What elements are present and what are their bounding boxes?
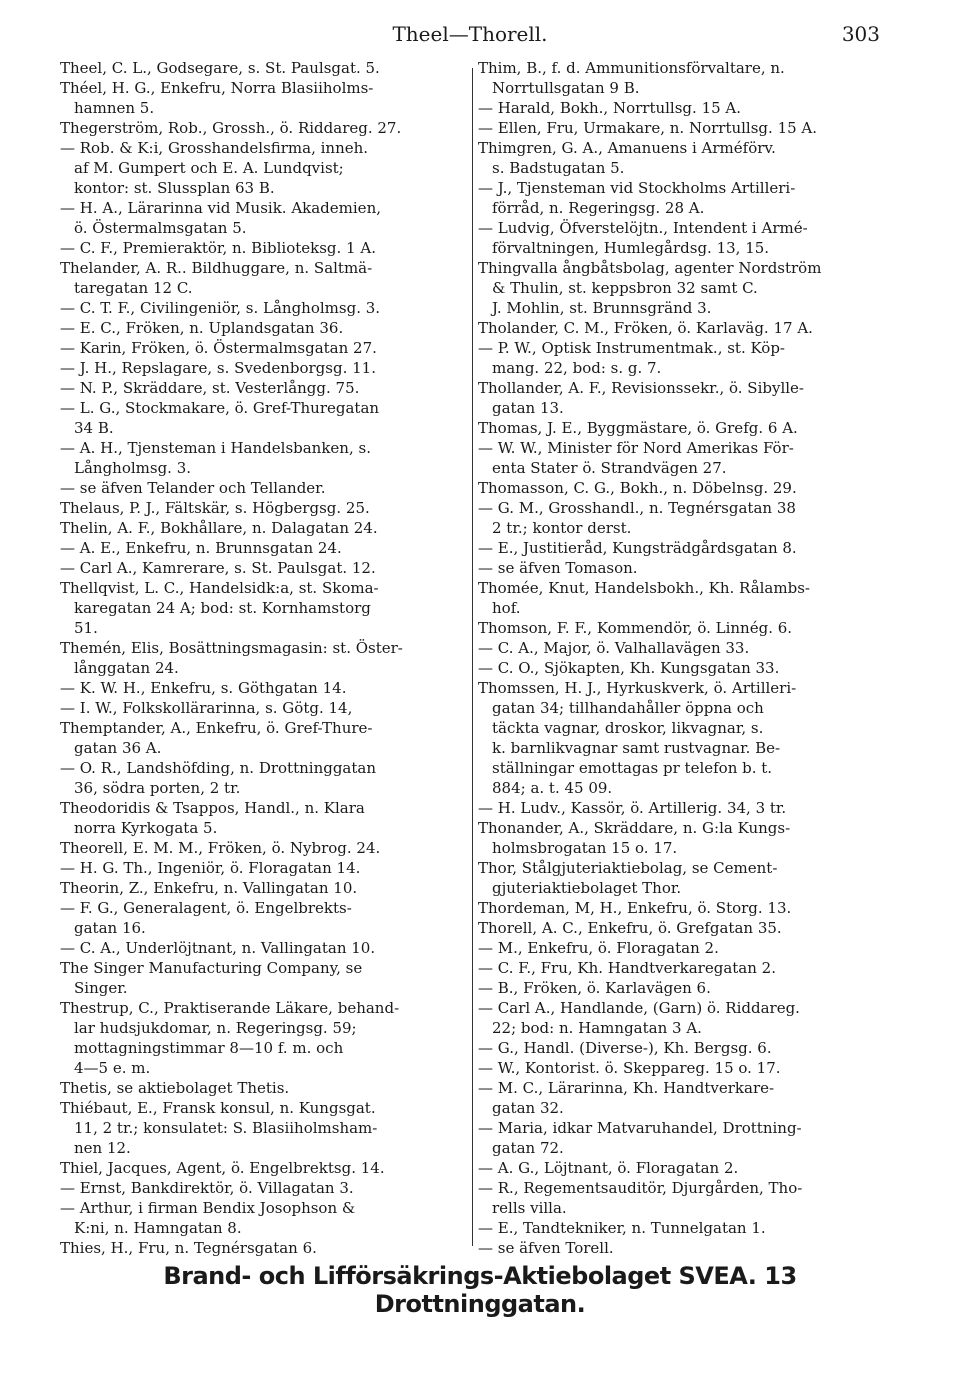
directory-line: hof. <box>492 599 521 617</box>
directory-line: Thetis, se aktiebolaget Thetis. <box>60 1079 290 1097</box>
directory-line: Thollander, A. F., Revisionssekr., ö. Sibylle- <box>478 379 804 397</box>
directory-line: — E. C., Fröken, n. Uplandsgatan 36. <box>60 319 344 337</box>
directory-line: — G., Handl. (Diverse-), Kh. Bergsg. 6. <box>478 1039 772 1057</box>
directory-line: taregatan 12 C. <box>74 279 193 297</box>
directory-line: — C. O., Sjökapten, Kh. Kungsgatan 33. <box>478 659 780 677</box>
directory-line: & Thulin, st. keppsbron 32 samt C. <box>492 279 758 297</box>
directory-line: — Ernst, Bankdirektör, ö. Villagatan 3. <box>60 1179 354 1197</box>
directory-line: Thingvalla ångbåtsbolag, agenter Nordström <box>478 259 822 277</box>
directory-line: — O. R., Landshöfding, n. Drottninggatan <box>60 759 377 777</box>
directory-line: The Singer Manufacturing Company, se <box>60 959 363 977</box>
directory-line: — C. A., Major, ö. Valhallavägen 33. <box>478 639 750 657</box>
directory-line: — H. Ludv., Kassör, ö. Artillerig. 34, 3 tr. <box>478 799 787 817</box>
directory-line: 884; a. t. 45 09. <box>492 779 613 797</box>
directory-line: Theodoridis & Tsappos, Handl., n. Klara <box>60 799 365 817</box>
directory-line: — Arthur, i firman Bendix Josophson & <box>60 1199 356 1217</box>
directory-line: ö. Östermalmsgatan 5. <box>74 219 247 237</box>
directory-line: — C. T. F., Civilingeniör, s. Långholmsg. 3. <box>60 299 381 317</box>
directory-line: — K. W. H., Enkefru, s. Göthgatan 14. <box>60 679 347 697</box>
directory-line: Thiel, Jacques, Agent, ö. Engelbrektsg. 14. <box>60 1159 385 1177</box>
directory-line: — A. H., Tjensteman i Handelsbanken, s. <box>60 439 371 457</box>
directory-line: — I. W., Folkskollärarinna, s. Götg. 14, <box>60 699 353 717</box>
directory-line: Thelander, A. R.. Bildhuggare, n. Saltmä- <box>60 259 373 277</box>
directory-line: Långholmsg. 3. <box>74 459 192 477</box>
directory-line: rells villa. <box>492 1199 567 1217</box>
running-title: Theel—Thorell. <box>392 22 548 46</box>
directory-line: — H. G. Th., Ingeniör, ö. Floragatan 14. <box>60 859 361 877</box>
directory-line: — C. F., Fru, Kh. Handtverkaregatan 2. <box>478 959 776 977</box>
directory-line: Thomasson, C. G., Bokh., n. Döbelnsg. 29. <box>478 479 797 497</box>
directory-line: 34 B. <box>74 419 114 437</box>
directory-line: Thelaus, P. J., Fältskär, s. Högbergsg. 25. <box>60 499 370 517</box>
directory-line: — A. E., Enkefru, n. Brunnsgatan 24. <box>60 539 342 557</box>
directory-line: — W., Kontorist. ö. Skeppareg. 15 o. 17. <box>478 1059 781 1077</box>
directory-line: gatan 16. <box>74 919 146 937</box>
directory-line: — Maria, idkar Matvaruhandel, Drottning- <box>478 1119 802 1137</box>
directory-line: Thellqvist, L. C., Handelsidk:a, st. Skoma- <box>60 579 379 597</box>
directory-line: gatan 72. <box>492 1139 564 1157</box>
directory-line: täckta vagnar, droskor, likvagnar, s. <box>492 719 764 737</box>
directory-line: — A. G., Löjtnant, ö. Floragatan 2. <box>478 1159 739 1177</box>
directory-line: — J. H., Repslagare, s. Svedenborgsg. 11. <box>60 359 376 377</box>
directory-line: — E., Justitieråd, Kungsträdgårdsgatan 8. <box>478 539 797 557</box>
directory-line: Thonander, A., Skräddare, n. G:la Kungs- <box>478 819 791 837</box>
directory-line: Norrtullsgatan 9 B. <box>492 79 640 97</box>
directory-line: — E., Tandtekniker, n. Tunnelgatan 1. <box>478 1219 766 1237</box>
directory-line: lar hudsjukdomar, n. Regeringsg. 59; <box>74 1019 357 1037</box>
directory-line: Theorin, Z., Enkefru, n. Vallingatan 10. <box>60 879 358 897</box>
page-header <box>60 18 880 50</box>
directory-line: norra Kyrkogata 5. <box>74 819 218 837</box>
directory-line: Thelin, A. F., Bokhållare, n. Dalagatan 24. <box>60 519 378 537</box>
directory-line: — R., Regementsauditör, Djurgården, Tho- <box>478 1179 803 1197</box>
directory-line: af M. Gumpert och E. A. Lundqvist; <box>74 159 344 177</box>
directory-line: — P. W., Optisk Instrumentmak., st. Köp- <box>478 339 785 357</box>
left-column <box>60 58 472 1258</box>
directory-line: 36, södra porten, 2 tr. <box>74 779 241 797</box>
directory-line: ställningar emottagas pr telefon b. t. <box>492 759 773 777</box>
directory-line: gjuteriaktiebolaget Thor. <box>492 879 682 897</box>
directory-line: långgatan 24. <box>74 659 179 677</box>
directory-line: — se äfven Tomason. <box>478 559 638 577</box>
directory-line: 4—5 e. m. <box>74 1059 151 1077</box>
directory-line: Theel, C. L., Godsegare, s. St. Paulsgat. 5. <box>60 59 380 77</box>
directory-line: — Harald, Bokh., Norrtullsg. 15 A. <box>478 99 742 117</box>
directory-line: — M. C., Lärarinna, Kh. Handtverkare- <box>478 1079 775 1097</box>
directory-line: mang. 22, bod: s. g. 7. <box>492 359 662 377</box>
directory-line: — C. F., Premieraktör, n. Biblioteksg. 1 A. <box>60 239 376 257</box>
directory-line: — M., Enkefru, ö. Floragatan 2. <box>478 939 719 957</box>
directory-line: gatan 13. <box>492 399 564 417</box>
directory-line: — Ludvig, Öfverstelöjtn., Intendent i Armé- <box>478 219 808 237</box>
directory-line: holmsbrogatan 15 o. 17. <box>492 839 678 857</box>
directory-line: Singer. <box>74 979 128 997</box>
directory-line: Themén, Elis, Bosättningsmagasin: st. Öster- <box>60 639 403 657</box>
directory-line: Thies, H., Fru, n. Tegnérsgatan 6. <box>60 1239 317 1257</box>
directory-line: — W. W., Minister för Nord Amerikas För- <box>478 439 794 457</box>
right-column <box>478 58 890 1258</box>
directory-line: — C. A., Underlöjtnant, n. Vallingatan 10. <box>60 939 376 957</box>
directory-line: 22; bod: n. Hamngatan 3 A. <box>492 1019 702 1037</box>
directory-line: 11, 2 tr.; konsulatet: S. Blasiiholmsham- <box>74 1119 378 1137</box>
directory-line: — H. A., Lärarinna vid Musik. Akademien, <box>60 199 381 217</box>
directory-line: Thegerström, Rob., Grossh., ö. Riddareg. 27. <box>60 119 402 137</box>
directory-line: Thiébaut, E., Fransk konsul, n. Kungsgat. <box>60 1099 376 1117</box>
footer-advertisement: Brand- och Lifförsäkrings-Aktiebolaget SVEA. 13 Drottninggatan. <box>163 1262 797 1318</box>
directory-line: Thim, B., f. d. Ammunitionsförvaltare, n. <box>478 59 785 77</box>
directory-line: Thomas, J. E., Byggmästare, ö. Grefg. 6 A. <box>478 419 798 437</box>
directory-line: — Rob. & K:i, Grosshandelsfirma, inneh. <box>60 139 369 157</box>
directory-line: Theorell, E. M. M., Fröken, ö. Nybrog. 24. <box>60 839 381 857</box>
directory-line: J. Mohlin, st. Brunnsgränd 3. <box>492 299 712 317</box>
directory-line: förvaltningen, Humlegårdsg. 13, 15. <box>492 239 770 257</box>
directory-line: — J., Tjensteman vid Stockholms Artilleri- <box>478 179 796 197</box>
directory-line: s. Badstugatan 5. <box>492 159 625 177</box>
directory-line: gatan 36 A. <box>74 739 162 757</box>
directory-line: karegatan 24 A; bod: st. Kornhamstorg <box>74 599 371 617</box>
directory-line: — Ellen, Fru, Urmakare, n. Norrtullsg. 15 A. <box>478 119 818 137</box>
directory-line: — N. P., Skräddare, st. Vesterlångg. 75. <box>60 379 360 397</box>
directory-line: 51. <box>74 619 98 637</box>
directory-line: Thor, Stålgjuteriaktiebolag, se Cement- <box>478 859 778 877</box>
directory-line: K:ni, n. Hamngatan 8. <box>74 1219 242 1237</box>
directory-line: Thimgren, G. A., Amanuens i Arméförv. <box>478 139 776 157</box>
directory-columns <box>60 58 890 1258</box>
directory-line: Themptander, A., Enkefru, ö. Gref-Thure- <box>60 719 373 737</box>
directory-line: Thordeman, M, H., Enkefru, ö. Storg. 13. <box>478 899 792 917</box>
directory-line: Thomée, Knut, Handelsbokh., Kh. Rålambs- <box>478 579 810 597</box>
directory-line: gatan 32. <box>492 1099 564 1117</box>
directory-line: Thomssen, H. J., Hyrkuskverk, ö. Artilleri- <box>478 679 797 697</box>
directory-line: — se äfven Torell. <box>478 1239 614 1257</box>
directory-line: kontor: st. Slussplan 63 B. <box>74 179 275 197</box>
directory-line: — Carl A., Kamrerare, s. St. Paulsgat. 12. <box>60 559 376 577</box>
directory-line: enta Stater ö. Strandvägen 27. <box>492 459 727 477</box>
column-divider <box>472 68 473 1246</box>
page-number: 303 <box>841 22 880 46</box>
directory-line: Thorell, A. C., Enkefru, ö. Grefgatan 35. <box>478 919 782 937</box>
directory-line: förråd, n. Regeringsg. 28 A. <box>492 199 705 217</box>
directory-line: gatan 34; tillhandahåller öppna och <box>492 699 764 717</box>
directory-line: — B., Fröken, ö. Karlavägen 6. <box>478 979 711 997</box>
directory-line: — L. G., Stockmakare, ö. Gref-Thuregatan <box>60 399 380 417</box>
directory-line: Tholander, C. M., Fröken, ö. Karlaväg. 17 A. <box>478 319 813 337</box>
directory-line: hamnen 5. <box>74 99 155 117</box>
directory-line: — Karin, Fröken, ö. Östermalmsgatan 27. <box>60 339 377 357</box>
directory-line: Thomson, F. F., Kommendör, ö. Linnég. 6. <box>478 619 793 637</box>
directory-line: k. barnlikvagnar samt rustvagnar. Be- <box>492 739 781 757</box>
directory-line: — G. M., Grosshandl., n. Tegnérsgatan 38 <box>478 499 796 517</box>
directory-line: mottagningstimmar 8—10 f. m. och <box>74 1039 344 1057</box>
directory-line: — Carl A., Handlande, (Garn) ö. Riddareg. <box>478 999 800 1017</box>
directory-line: Théel, H. G., Enkefru, Norra Blasiiholms- <box>60 79 374 97</box>
directory-line: Thestrup, C., Praktiserande Läkare, behand- <box>60 999 400 1017</box>
directory-line: nen 12. <box>74 1139 131 1157</box>
directory-line: — se äfven Telander och Tellander. <box>60 479 326 497</box>
directory-line: 2 tr.; kontor derst. <box>492 519 632 537</box>
directory-line: — F. G., Generalagent, ö. Engelbrekts- <box>60 899 352 917</box>
